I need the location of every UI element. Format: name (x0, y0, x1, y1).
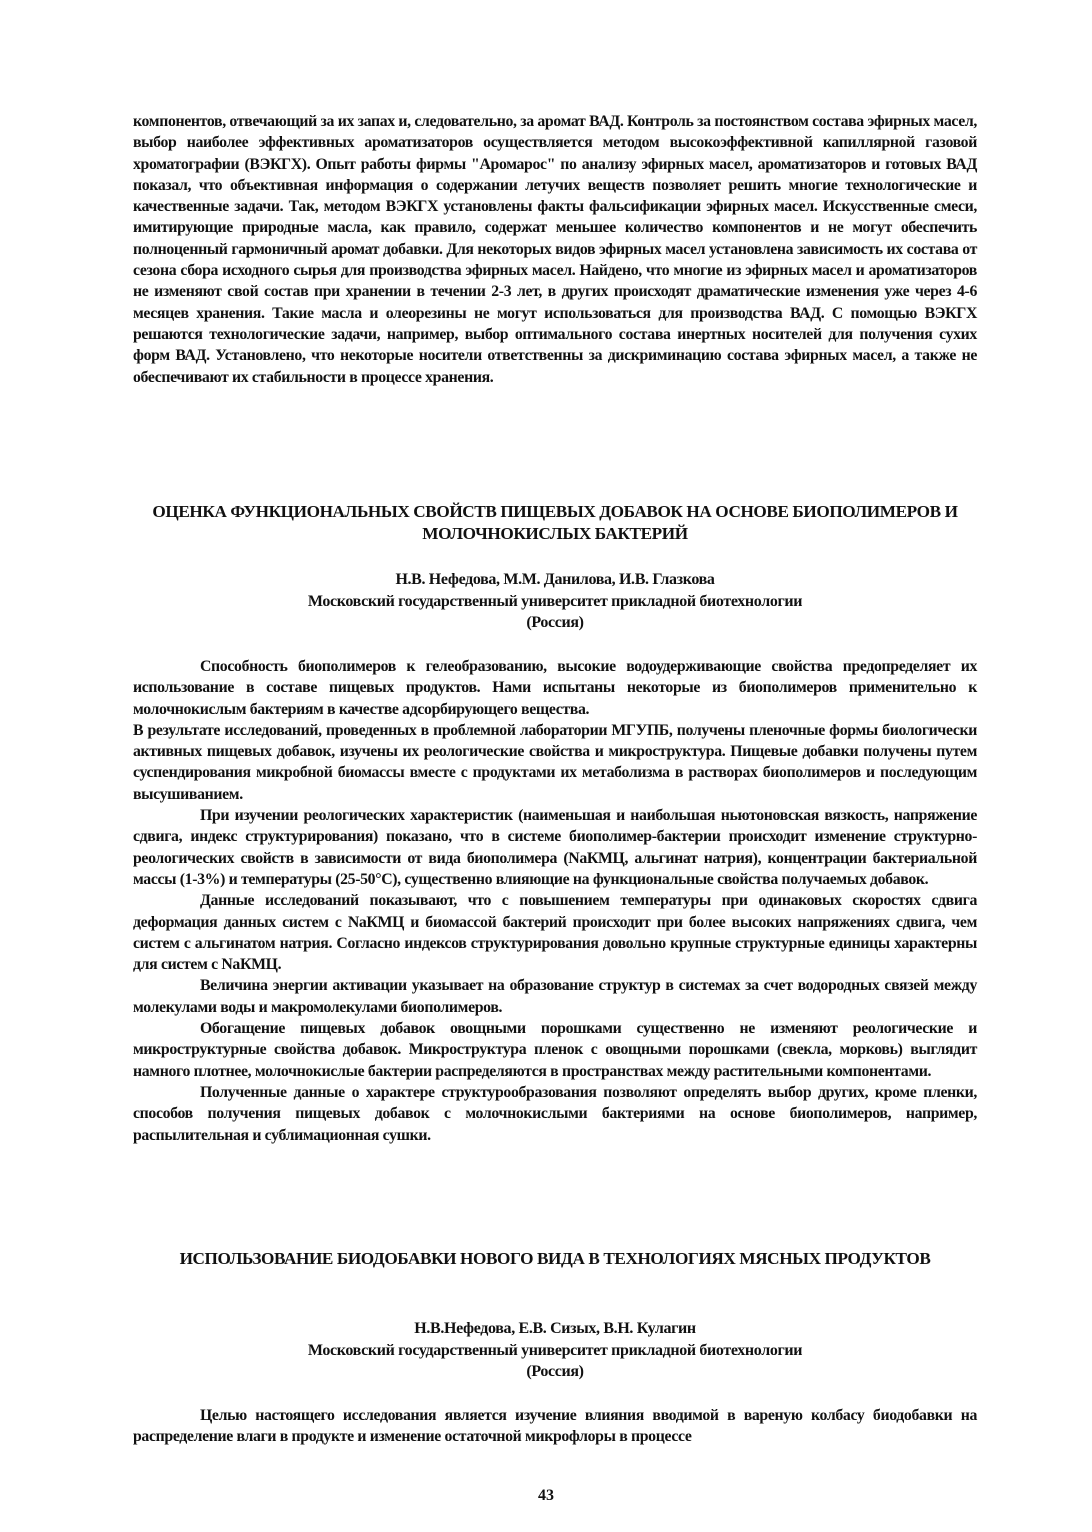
intro-block (133, 111, 977, 388)
section1-paragraph: Полученные данные о характере структурообразования позволяют определять выбор других, кроме пленки, способов получения пищевых добавок с молочнокислыми бактериями на основе биополимеров, например, распылительная и сублимационная сушки. (133, 1083, 977, 1144)
section2-title: ИСПОЛЬЗОВАНИЕ БИОДОБАВКИ НОВОГО ВИДА В ТЕХНОЛОГИЯХ МЯСНЫХ ПРОДУКТОВ (179, 1249, 931, 1268)
section1-country: (Россия) (526, 614, 584, 631)
section1-meta (133, 569, 977, 634)
section2-country: (Россия) (526, 1363, 584, 1380)
section1-paragraph: Данные исследований показывают, что с повышением температуры при одинаковых скоростях сдвига деформация данных систем с NaКМЦ и биомассой бактерий происходит при более высоких напряжениях сдвига, чем систем с альгинатом натрия. Согласно индексов структурирования довольно крупные структурные единицы характерны для систем с NaКМЦ. (133, 892, 977, 974)
section2-authors: Н.В.Нефедова, Е.В. Сизых, В.Н. Кулагин (414, 1320, 696, 1337)
section1-paragraph: Обогащение пищевых добавок овощными порошками существенно не изменяют реологические и микроструктурные свойства добавок. Микроструктура пленок с овощными порошками (свекла, морковь) выглядит намного плотнее, молочнокислые бактерии распределяются в пространствах между растительными компонентами. (133, 1020, 977, 1080)
section1-paragraph: Величина энергии активации указывает на образование структур в системах за счет водородных связей между молекулами воды и макромолекулами биополимеров. (133, 977, 977, 1016)
section1-title: ОЦЕНКА ФУНКЦИОНАЛЬНЫХ СВОЙСТВ ПИЩЕВЫХ ДОБАВОК НА ОСНОВЕ БИОПОЛИМЕРОВ И МОЛОЧНОКИСЛЫХ БАКТЕРИЙ (152, 502, 958, 543)
section1-authors: Н.В. Нефедова, М.М. Данилова, И.В. Глазкова (395, 571, 715, 588)
page-number: 43 (538, 1487, 554, 1504)
section1-paragraph: При изучении реологических характеристик (наименьшая и наибольшая ньютоновская вязкость, напряжение сдвига, индекс структурирования) показано, что в системе биополимер-бактерии происходит изменение структурно-реологических свойств в зависимости от вида биополимера (NaКМЦ, альгинат натрия), концентрации бактериальной массы (1-3%) и температуры (25-50°С), существенно влияющие на функциональные свойства получаемых добавок. (133, 807, 977, 888)
section1-paragraph: В результате исследований, проведенных в проблемной лаборатории МГУПБ, получены пленочные формы биологически активных пищевых добавок, изучены их реологические свойства и микроструктура. Пищевые добавки получены путем суспендирования микробной биомассы вместе с продуктами их метаболизма в растворах биополимеров и последующим высушиванием. (133, 721, 977, 803)
section1-paragraph: Способность биополимеров к гелеобразованию, высокие водоудерживающие свойства предопределяет их использование в составе пищевых продуктов. Нами испытаны некоторые из биополимеров применительно к молочнокислым бактериям в качестве адсорбирующего вещества. (133, 658, 977, 718)
intro-paragraph: компонентов, отвечающий за их запах и, следовательно, за аромат ВАД. Контроль за постоянством состава эфирных масел, выбор наиболее эффективных ароматизаторов осуществляется методом высокоэффективной капиллярной газовой хроматографии (ВЭКГХ). Опыт работы фирмы "Аромарос" по анализу эфирных масел, ароматизаторов и готовых ВАД показал, что объективная информация о содержании летучих веществ позволяет решить многие технологические и качественные задачи. Так, методом ВЭКГХ установлены факты фальсификации эфирных масел. Искусственные смеси, имитирующие природные масла, как правило, содержат меньшее количество компонентов и не могут обеспечить полноценный гармоничный аромат добавки. Для некоторых видов эфирных масел установлена зависимость их состава от сезона сбора исходного сырья для производства эфирных масел. Найдено, что многие из эфирных масел и ароматизаторов не изменяют свой состав при хранении в течении 2-3 лет, в других происходят драматические изменения уже через 4-6 месяцев хранения. Такие масла и олеорезины не могут использоваться для производства ВАД. С помощью ВЭКГХ решаются технологические задачи, например, выбор оптимального состава инертных носителей для получения сухих форм ВАД. Установлено, что некоторые носители ответственны за дискриминацию состава эфирных масел, а также не обеспечивают их стабильности в процессе хранения. (133, 113, 977, 386)
section1-body (133, 656, 977, 1146)
section2-affiliation: Московский государственный университет прикладной биотехнологии (307, 1341, 803, 1359)
section1-affiliation: Московский государственный университет прикладной биотехнологии (307, 592, 803, 610)
section2-body (133, 1405, 977, 1448)
section2-paragraph: Целью настоящего исследования является изучение влияния вводимой в вареную колбасу биодобавки на распределение влаги в продукте и изменение остаточной микрофлоры в процессе (133, 1407, 977, 1446)
section2-meta (133, 1318, 977, 1383)
